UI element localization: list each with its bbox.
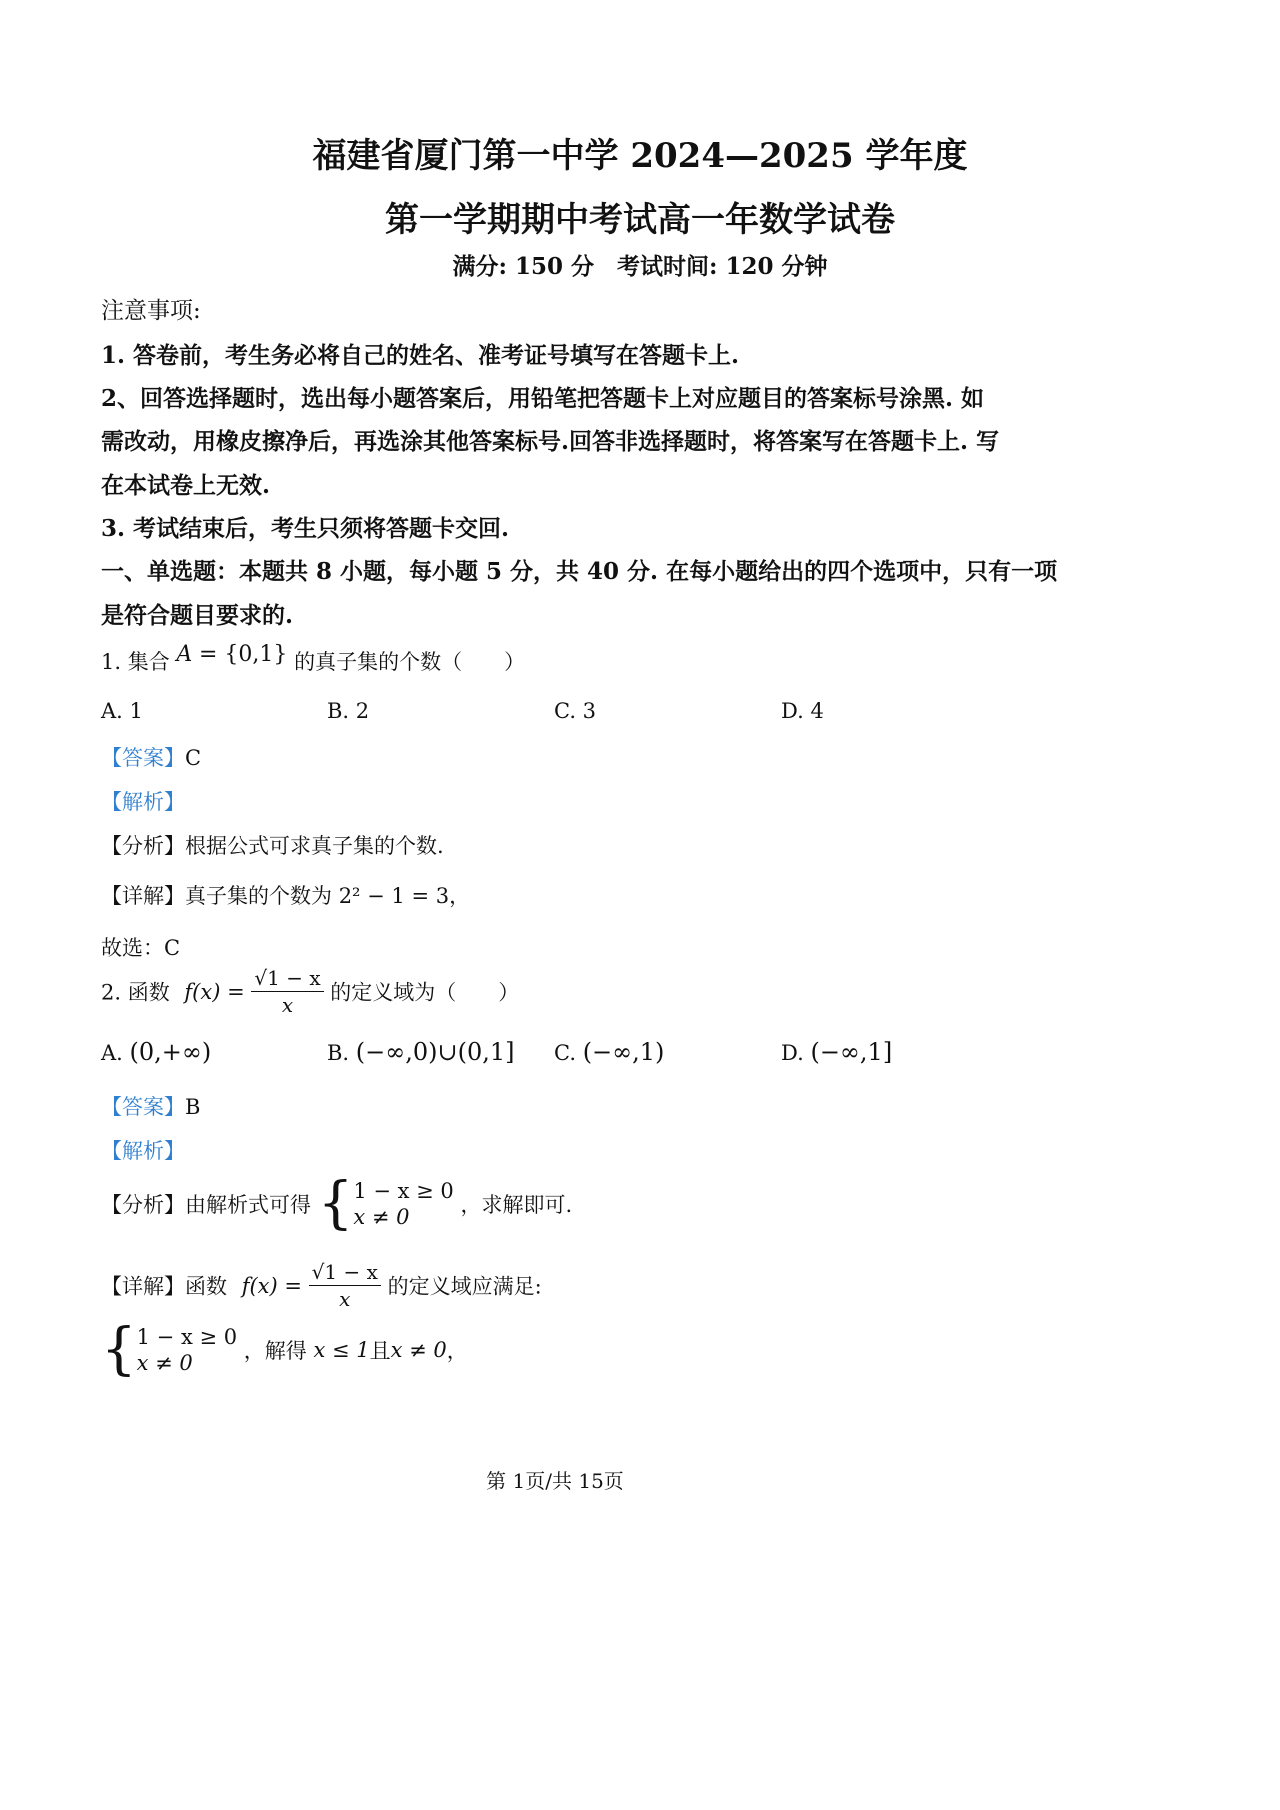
- q2-analysis-brace: {: [317, 1171, 354, 1236]
- q1-detail-text: 真子集的个数为: [185, 884, 332, 908]
- q2-option-c: [554, 1038, 664, 1066]
- q2-solve-brace: {: [101, 1317, 137, 1382]
- q1-answer-value: C: [185, 746, 202, 770]
- note-item-2-cont: 需改动，用橡皮擦净后，再选涂其他答案标号.回答非选择题时，将答案写在答题卡上. 写: [101, 428, 1000, 455]
- q2-fraction: [251, 966, 323, 1017]
- question-1-stem: [101, 642, 526, 676]
- q2-solve-system: [137, 1324, 237, 1377]
- q2-denominator: x: [281, 993, 294, 1017]
- q1-detail: [101, 880, 470, 910]
- q2-solve-line2: x ≠ 0: [136, 1351, 193, 1375]
- note-item-1: 1. 答卷前，考生务必将自己的姓名、准考证号填写在答题卡上.: [101, 342, 740, 369]
- q2-detail-post: 的定义域应满足:: [387, 1274, 542, 1299]
- q2-system-line2: x ≠ 0: [353, 1205, 410, 1229]
- q2-solve-pre: ，解得: [243, 1339, 307, 1363]
- q2-option-d: [781, 1038, 892, 1066]
- fenxi-tag: 【分析】: [101, 834, 185, 858]
- q2-answer: [101, 1091, 200, 1121]
- q1-jiexi-tag: 【解析】: [101, 790, 185, 814]
- q2-analysis: [101, 1171, 573, 1236]
- q1-set-var: A: [176, 642, 193, 667]
- q2-solve-line1: 1 − x ≥ 0: [136, 1324, 238, 1349]
- q2-solve-end: ，: [446, 1339, 468, 1363]
- q2-option-b: [327, 1038, 515, 1066]
- q2-option-a: [101, 1038, 211, 1066]
- q2-option-c-value: (−∞,1): [582, 1038, 665, 1066]
- q2-solve: [101, 1317, 468, 1382]
- q2-option-b-label: B.: [327, 1041, 350, 1065]
- q2-numerator: √1 − x: [251, 966, 323, 992]
- q1-option-b: B. 2: [327, 699, 370, 723]
- q2-option-a-label: A.: [101, 1041, 123, 1065]
- q1-detail-end: ，: [449, 884, 471, 908]
- q2-detail-fraction: [309, 1260, 381, 1311]
- q2-solve-math1: x ≤ 1: [313, 1338, 370, 1362]
- section-heading-line1: 一、单选题：本题共 8 小题，每小题 5 分，共 40 分. 在每小题给出的四个选项中，只有一项: [101, 558, 1058, 585]
- answer-tag: 【答案】: [101, 1095, 185, 1119]
- q2-analysis-system: [353, 1178, 453, 1231]
- section-heading-line2: 是符合题目要求的.: [101, 602, 294, 629]
- q1-answer: [101, 742, 201, 772]
- q2-detail-pre: 函数: [185, 1274, 227, 1299]
- note-item-2: 2、回答选择题时，选出每小题答案后，用铅笔把答题卡上对应题目的答案标号涂黑. 如: [101, 385, 985, 412]
- note-item-3: 3. 考试结束后，考生只须将答题卡交回.: [101, 515, 510, 542]
- q2-system-line1: 1 − x ≥ 0: [353, 1178, 454, 1203]
- q2-analysis-pre: 由解析式可得: [185, 1193, 311, 1217]
- q2-suffix: 的定义域为（ ）: [330, 980, 520, 1005]
- q2-solve-mid: 且: [369, 1339, 391, 1363]
- q2-detail-fx: f(x) =: [241, 1273, 302, 1298]
- q2-option-d-label: D.: [781, 1041, 804, 1065]
- q2-option-a-value: (0,+∞): [129, 1038, 212, 1066]
- q1-prefix: 1. 集合: [101, 650, 170, 674]
- q1-suffix: 的真子集的个数（ ）: [294, 650, 526, 674]
- q2-answer-value: B: [185, 1095, 201, 1119]
- fenxi-tag: 【分析】: [101, 1193, 185, 1217]
- xiangjie-tag: 【详解】: [101, 1274, 185, 1299]
- q1-analysis-text: 根据公式可求真子集的个数.: [185, 834, 444, 858]
- q1-analysis: [101, 830, 444, 860]
- q2-solve-math2: x ≠ 0: [390, 1338, 447, 1362]
- q1-conclusion: 故选：C: [101, 936, 181, 960]
- q1-option-c: C. 3: [554, 699, 597, 723]
- q2-detail-numerator: √1 − x: [309, 1260, 381, 1286]
- q2-detail: [101, 1260, 542, 1311]
- question-2-stem: [101, 966, 519, 1017]
- q2-analysis-post: ，求解即可.: [460, 1193, 573, 1217]
- page-subtitle: 第一学期期中考试高一年数学试卷: [385, 200, 895, 240]
- q1-option-d: D. 4: [781, 699, 824, 723]
- q2-option-b-value: (−∞,0)∪(0,1]: [355, 1038, 515, 1066]
- q2-jiexi-tag: 【解析】: [101, 1139, 185, 1163]
- notes-heading: 注意事项:: [101, 298, 201, 324]
- q1-set-value: = {0,1}: [198, 642, 288, 667]
- q2-fx: f(x) =: [184, 979, 245, 1004]
- q2-option-d-value: (−∞,1]: [810, 1038, 893, 1066]
- q2-option-c-label: C.: [554, 1041, 576, 1065]
- q2-prefix: 2. 函数: [101, 980, 170, 1005]
- q1-option-a: A. 1: [101, 699, 143, 723]
- q2-detail-denominator: x: [339, 1287, 351, 1311]
- answer-tag: 【答案】: [101, 746, 185, 770]
- page-title: 福建省厦门第一中学 2024—2025 学年度: [312, 136, 968, 176]
- q1-detail-math: 2² − 1 = 3: [338, 884, 450, 908]
- page-number: 第 1页/共 15页: [486, 1469, 624, 1493]
- exam-meta: 满分: 150 分 考试时间: 120 分钟: [452, 253, 828, 280]
- xiangjie-tag: 【详解】: [101, 884, 185, 908]
- note-item-2-end: 在本试卷上无效.: [101, 472, 271, 499]
